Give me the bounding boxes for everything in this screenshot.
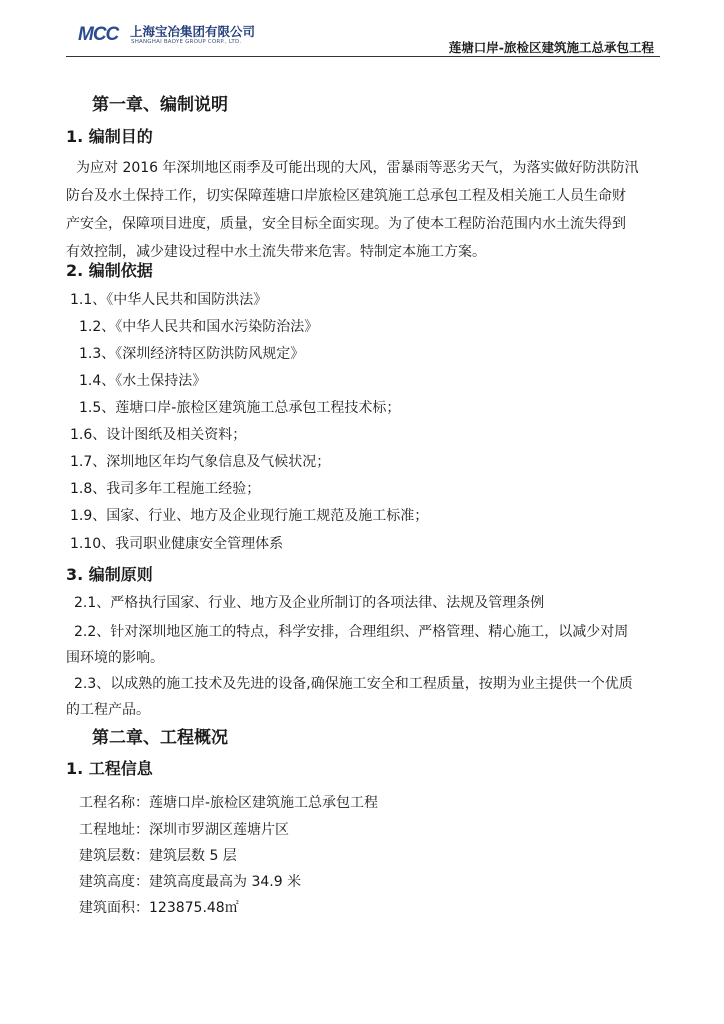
basis-item: 1.10、我司职业健康安全管理体系 xyxy=(70,536,284,552)
basis-item: 1.6、设计图纸及相关资料； xyxy=(70,427,247,443)
purpose-paragraph xyxy=(66,154,662,266)
page-header xyxy=(66,14,660,60)
basis-item: 1.3、《深圳经济特区防洪防风规定》 xyxy=(79,346,305,362)
project-info-row: 工程名称：莲塘口岸-旅检区建筑施工总承包工程 xyxy=(79,795,379,811)
project-info-row: 建筑面积：123875.48㎡ xyxy=(79,900,239,916)
company-logo xyxy=(78,20,256,50)
project-info-row: 建筑高度：建筑高度最高为 34.9 米 xyxy=(79,874,302,890)
chapter-2-title: 第二章、工程概况 xyxy=(92,728,228,748)
paragraph-line: 产安全，保障项目进度，质量，安全目标全面实现。为了使本工程防治范围内水土流失得到 xyxy=(66,216,626,232)
section-2-1-title: 1. 工程信息 xyxy=(66,759,153,778)
chapter-1-title: 第一章、编制说明 xyxy=(92,95,228,115)
principle-item: 2.2、针对深圳地区施工的特点，科学安排，合理组织、严格管理、精心施工，以减少对周 xyxy=(74,624,629,640)
paragraph-line: 防台及水土保持工作，切实保障莲塘口岸旅检区建筑施工总承包工程及相关施工人员生命财 xyxy=(66,188,626,204)
company-name-cn: 上海宝冶集团有限公司 xyxy=(130,24,256,39)
company-name-en: SHANGHAI BAOYE GROUP CORP., LTD. xyxy=(131,39,242,45)
basis-item: 1.9、国家、行业、地方及企业现行施工规范及施工标准； xyxy=(70,508,429,524)
section-1-2-title: 2. 编制依据 xyxy=(66,261,153,280)
section-1-3-title: 3. 编制原则 xyxy=(66,565,153,584)
basis-item: 1.1、《中华人民共和国防洪法》 xyxy=(70,292,268,308)
principle-item-continued: 的工程产品。 xyxy=(66,702,150,718)
project-title: 莲塘口岸-旅检区建筑施工总承包工程 xyxy=(448,40,654,55)
basis-item: 1.5、莲塘口岸-旅检区建筑施工总承包工程技术标； xyxy=(79,400,401,416)
project-info-row: 建筑层数：建筑层数 5 层 xyxy=(79,848,237,864)
header-divider xyxy=(66,56,660,57)
basis-item: 1.8、我司多年工程施工经验； xyxy=(70,481,261,497)
basis-item: 1.4、《水土保持法》 xyxy=(79,373,207,389)
logo-mark: MCC xyxy=(78,24,119,45)
principle-item-continued: 围环境的影响。 xyxy=(66,650,164,666)
basis-item: 1.7、深圳地区年均气象信息及气候状况； xyxy=(70,454,331,470)
paragraph-line: 为应对 2016 年深圳地区雨季及可能出现的大风，雷暴雨等恶劣天气，为落实做好防洪防汛 xyxy=(76,160,639,176)
project-info-row: 工程地址：深圳市罗湖区莲塘片区 xyxy=(79,822,289,838)
principle-item: 2.1、严格执行国家、行业、地方及企业所制订的各项法律、法规及管理条例 xyxy=(74,595,545,611)
paragraph-line: 有效控制，减少建设过程中水土流失带来危害。特制定本施工方案。 xyxy=(66,244,486,260)
section-1-1-title: 1. 编制目的 xyxy=(66,127,153,146)
basis-item: 1.2、《中华人民共和国水污染防治法》 xyxy=(79,319,319,335)
principle-item: 2.3、以成熟的施工技术及先进的设备,确保施工安全和工程质量，按期为业主提供一个优质 xyxy=(74,676,633,692)
